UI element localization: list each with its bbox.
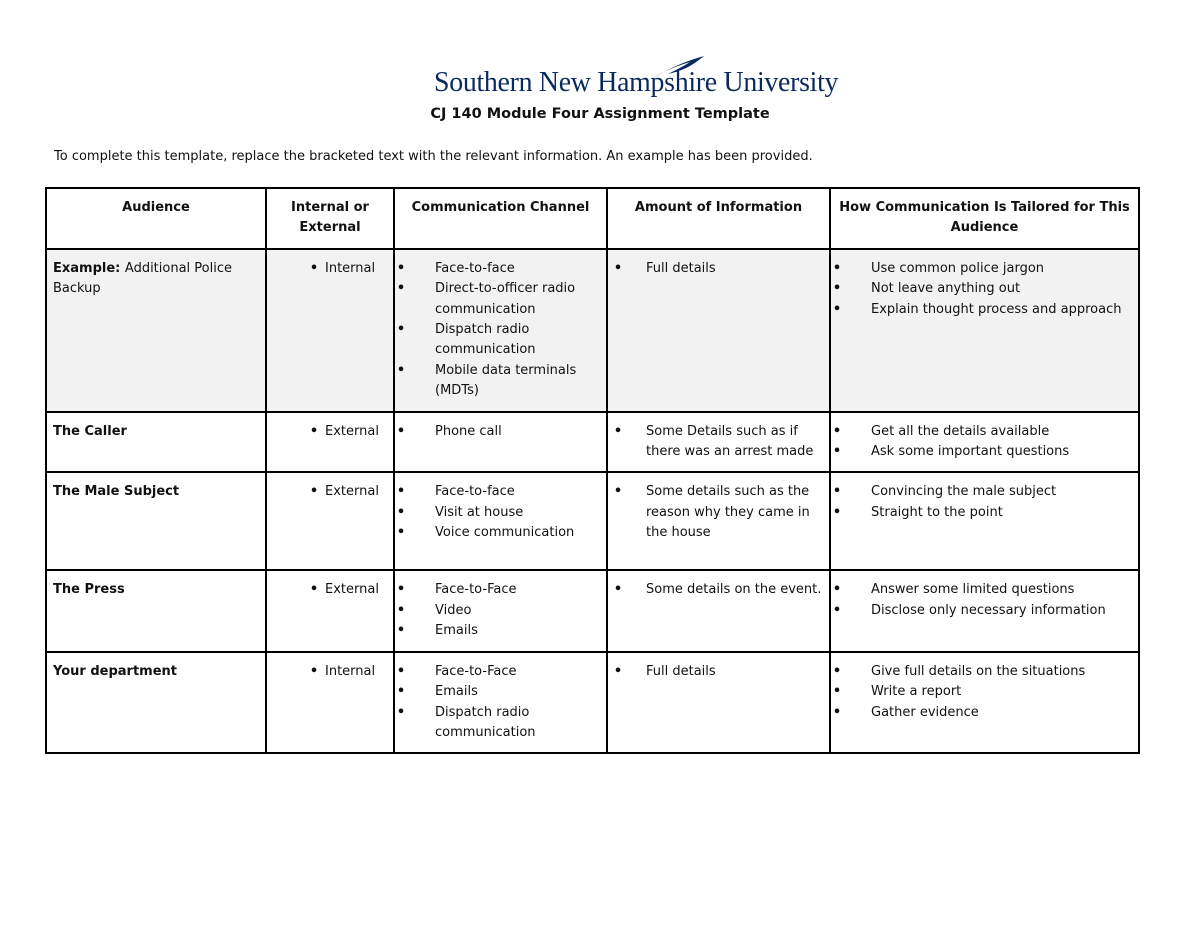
- list-item: • Phone call: [435, 422, 600, 442]
- channel-cell: [394, 570, 607, 651]
- channel-cell: [394, 412, 607, 473]
- list-item: • Not leave anything out: [871, 279, 1132, 299]
- instructions-text: To complete this template, replace the bracketed text with the relevant information. An example has been provided.: [54, 149, 813, 164]
- channel-cell: [394, 652, 607, 754]
- page-title: CJ 140 Module Four Assignment Template: [430, 106, 770, 122]
- table-row-male-subject: [46, 472, 1139, 570]
- amount-cell: [607, 249, 830, 412]
- audience-cell: [46, 249, 266, 412]
- channel-cell: [394, 472, 607, 570]
- logo-text: Southern New Hampshire University: [434, 66, 839, 98]
- table-row-department: [46, 652, 1139, 754]
- list-item: • Face-to-Face: [435, 580, 600, 600]
- table-header-row: [46, 188, 1139, 249]
- list-item: • Dispatch radio communication: [435, 320, 600, 361]
- list-item: • Explain thought process and approach: [871, 300, 1132, 320]
- amount-cell: [607, 412, 830, 473]
- list-item: • Emails: [435, 682, 600, 702]
- type-cell: [266, 652, 394, 754]
- list-item: • Straight to the point: [871, 503, 1132, 523]
- list-item: • Convincing the male subject: [871, 482, 1132, 502]
- list-item: • Emails: [435, 621, 600, 641]
- channel-cell: [394, 249, 607, 412]
- tailored-cell: [830, 652, 1139, 754]
- header-amount-of-information: Amount of Information: [607, 188, 830, 249]
- table-row-example: [46, 249, 1139, 412]
- table-row-caller: [46, 412, 1139, 473]
- list-item: • Answer some limited questions: [871, 580, 1132, 600]
- list-item: • Full details: [646, 259, 823, 279]
- list-item: • Write a report: [871, 682, 1132, 702]
- list-item: • Face-to-face: [435, 259, 600, 279]
- amount-cell: [607, 472, 830, 570]
- list-item: • Some details such as the reason why they came in the house: [646, 482, 823, 543]
- tailored-cell: [830, 249, 1139, 412]
- list-item: • External: [303, 422, 387, 442]
- type-cell: [266, 570, 394, 651]
- list-item: • Voice communication: [435, 523, 600, 543]
- list-item: • Gather evidence: [871, 703, 1132, 723]
- list-item: • Video: [435, 601, 600, 621]
- list-item: • Visit at house: [435, 503, 600, 523]
- list-item: • Use common police jargon: [871, 259, 1132, 279]
- university-logo: [434, 56, 839, 104]
- audience-text: Additional Police Backup: [53, 260, 232, 297]
- list-item: • Direct-to-officer radio communication: [435, 279, 600, 320]
- amount-cell: [607, 570, 830, 651]
- list-item: • Full details: [646, 662, 823, 682]
- tailored-cell: [830, 412, 1139, 473]
- communication-table: [45, 187, 1140, 754]
- audience-cell: The Caller: [46, 412, 266, 473]
- list-item: • Some Details such as if there was an arrest made: [646, 422, 823, 463]
- type-cell: [266, 472, 394, 570]
- list-item: • Internal: [303, 662, 387, 682]
- list-item: • Give full details on the situations: [871, 662, 1132, 682]
- list-item: • Face-to-Face: [435, 662, 600, 682]
- header-communication-channel: Communication Channel: [394, 188, 607, 249]
- list-item: • Face-to-face: [435, 482, 600, 502]
- table-row-press: [46, 570, 1139, 651]
- audience-cell: Your department: [46, 652, 266, 754]
- type-cell: [266, 412, 394, 473]
- list-item: • Internal: [303, 259, 387, 279]
- tailored-cell: [830, 472, 1139, 570]
- list-item: • Disclose only necessary information: [871, 601, 1132, 621]
- list-item: • Dispatch radio communication: [435, 703, 600, 744]
- amount-cell: [607, 652, 830, 754]
- audience-cell: The Male Subject: [46, 472, 266, 570]
- list-item: • External: [303, 482, 387, 502]
- audience-cell: The Press: [46, 570, 266, 651]
- tailored-cell: [830, 570, 1139, 651]
- type-cell: [266, 249, 394, 412]
- list-item: • Get all the details available: [871, 422, 1132, 442]
- header-audience: Audience: [46, 188, 266, 249]
- header-internal-external: Internal or External: [266, 188, 394, 249]
- list-item: • Ask some important questions: [871, 442, 1132, 462]
- list-item: • Some details on the event.: [646, 580, 823, 600]
- header-how-tailored: How Communication Is Tailored for This Audience: [830, 188, 1139, 249]
- example-label: Example:: [53, 260, 121, 276]
- list-item: • External: [303, 580, 387, 600]
- list-item: • Mobile data terminals (MDTs): [435, 361, 600, 402]
